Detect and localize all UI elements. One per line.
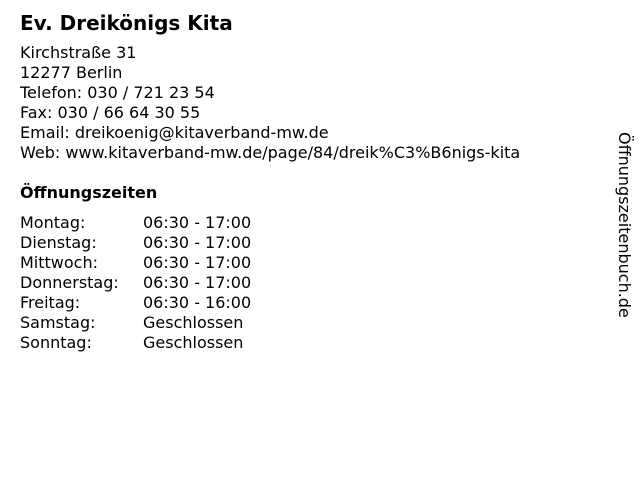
site-brand-vertical: Öffnungszeitenbuch.de (615, 132, 634, 318)
day-label: Montag: (20, 213, 86, 232)
website-address: Web: www.kitaverband-mw.de/page/84/dreik%C3%B6nigs-kita (20, 143, 521, 162)
day-label: Sonntag: (20, 333, 92, 352)
hours-row-friday (20, 293, 251, 313)
day-hours: 06:30 - 16:00 (143, 293, 252, 312)
hours-row-monday (20, 213, 251, 233)
day-hours: 06:30 - 17:00 (143, 233, 252, 252)
day-label: Donnerstag: (20, 273, 119, 292)
day-label: Freitag: (20, 293, 81, 312)
phone-number: Telefon: 030 / 721 23 54 (20, 83, 215, 102)
hours-row-thursday (20, 273, 251, 293)
day-hours: Geschlossen (143, 333, 244, 352)
day-label: Mittwoch: (20, 253, 98, 272)
day-hours: 06:30 - 17:00 (143, 273, 252, 292)
day-hours: 06:30 - 17:00 (143, 253, 252, 272)
day-label: Dienstag: (20, 233, 97, 252)
hours-row-tuesday (20, 233, 251, 253)
address-street: Kirchstraße 31 (20, 43, 137, 62)
address-city: 12277 Berlin (20, 63, 123, 82)
day-label: Samstag: (20, 313, 96, 332)
fax-number: Fax: 030 / 66 64 30 55 (20, 103, 201, 122)
day-hours: 06:30 - 17:00 (143, 213, 252, 232)
page-title: Ev. Dreikönigs Kita (20, 11, 233, 35)
opening-hours-table (20, 213, 251, 353)
hours-row-wednesday (20, 253, 251, 273)
hours-row-saturday (20, 313, 251, 333)
day-hours: Geschlossen (143, 313, 244, 332)
email-address: Email: dreikoenig@kitaverband-mw.de (20, 123, 329, 142)
contact-block (20, 43, 520, 163)
hours-row-sunday (20, 333, 251, 353)
opening-hours-heading: Öffnungszeiten (20, 183, 158, 202)
